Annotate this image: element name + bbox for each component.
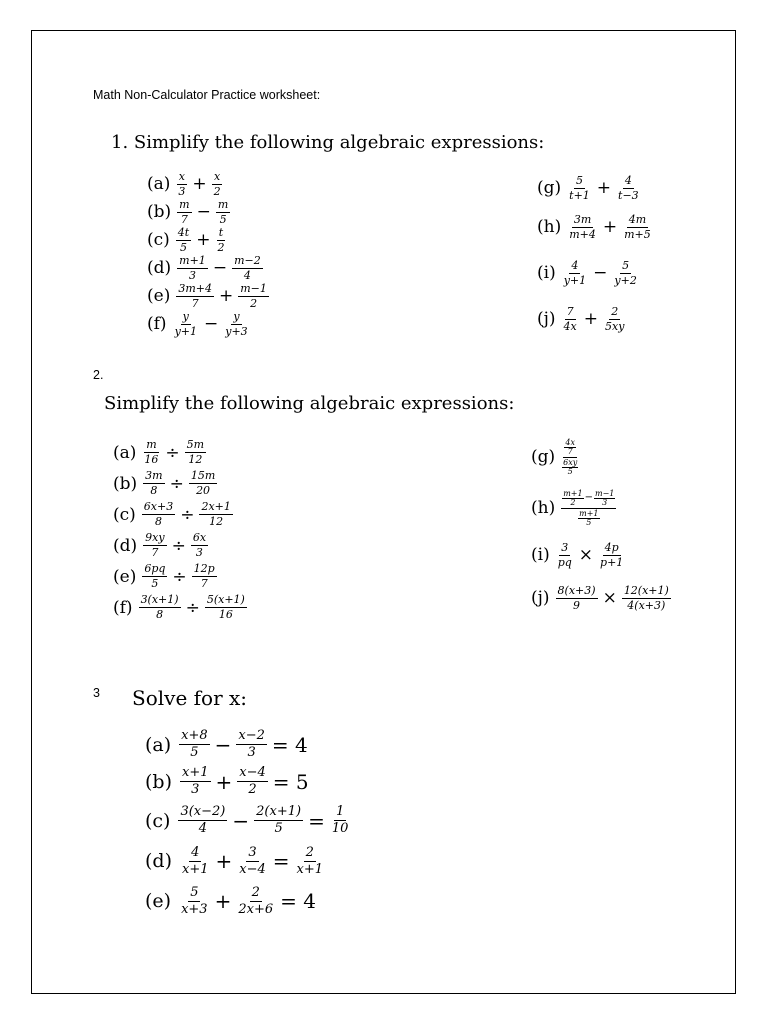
operator: − [204,314,219,334]
fraction: $\frac{1}{10}$ [331,804,349,836]
equation-rhs: = 4 [271,732,308,757]
q1-item-d [147,254,347,282]
q3-column [145,726,445,921]
fraction: $\frac{m-2}{4}$ [234,253,261,282]
fraction: $\frac{5}{t+1}$ [569,173,590,202]
item-label: (h) [531,498,556,518]
fraction: $\frac{7}{4x}$ [563,304,577,333]
worksheet-header: Math Non-Calculator Practice worksheet: [93,88,321,102]
item-label: (h) [537,217,562,237]
fraction: $\frac{m+1}{2}$ [563,488,583,507]
item-label: (a) [147,174,171,194]
fraction: $\frac{x}{3}$ [178,169,186,198]
fraction: $\frac{m}{7}$ [179,197,190,226]
operator: − [196,202,211,222]
item-label: (c) [147,230,170,250]
q1-item-e [147,282,347,310]
operator: − [212,258,228,278]
q1-item-g [537,172,717,204]
item-label: (c) [113,504,136,525]
operator: ÷ [180,504,195,525]
q1-right-column [537,172,717,342]
operator: × [602,588,617,608]
q2-number: 2. [93,368,104,382]
complex-fraction [561,490,616,527]
q2-left-column [113,437,343,623]
fraction: $\frac{3(x+1)}{8}$ [140,593,179,621]
fraction: $\frac{6x}{3}$ [192,531,207,559]
q2-item-i [531,534,731,576]
operator: ÷ [172,566,187,587]
item-label: (f) [147,314,167,334]
item-label: (i) [531,545,550,565]
fraction: $\frac{4m}{m+5}$ [624,212,651,241]
fraction: $\frac{x}{2}$ [213,169,221,198]
operator: − [214,732,232,757]
item-label: (j) [531,588,550,608]
complex-fraction [561,439,579,476]
fraction: $\frac{m+1}{5}$ [579,508,599,527]
q2-right-column [531,432,731,620]
fraction: $\frac{5m}{12}$ [186,438,205,466]
fraction: $\frac{3m}{m+4}$ [569,212,596,241]
fraction: $\frac{4p}{p+1}$ [600,540,624,569]
operator: × [578,545,594,565]
fraction: $\frac{6x+3}{8}$ [143,500,174,528]
fraction: $\frac{12(x+1)}{4(x+3)}$ [623,583,669,612]
q1-item-f [147,310,347,338]
operator: + [215,849,233,873]
q3-item-c [145,800,445,841]
fraction: $\frac{2}{x+1}$ [296,844,324,877]
operator: ÷ [185,597,200,618]
q3-item-d [145,841,445,881]
item-label: (j) [537,309,556,329]
fraction: $\frac{3}{x-4}$ [239,844,266,877]
item-label: (i) [537,263,556,283]
equation-rhs: = 4 [280,889,316,913]
item-label: (g) [537,178,562,198]
fraction: $\frac{m-1}{3}$ [595,488,615,507]
q3-item-e [145,881,445,921]
fraction: $\frac{t}{2}$ [217,225,225,254]
fraction: $\frac{m+1}{3}$ [179,253,206,282]
q3-item-a [145,726,445,763]
q1-left-column [147,170,347,338]
fraction: $\frac{4t}{5}$ [177,225,190,254]
fraction: $\frac{x-4}{2}$ [239,765,266,797]
q2-item-f [113,592,343,623]
q1-item-c [147,226,347,254]
fraction: $\frac{2}{2x+6}$ [238,884,274,917]
q2-item-g [531,432,731,482]
fraction: $\frac{15m}{20}$ [190,469,216,497]
item-label: (b) [145,770,172,793]
operator: − [593,263,608,283]
q1-item-h [537,204,717,250]
fraction: $\frac{m-1}{2}$ [240,281,267,310]
operator: + [215,769,233,794]
equation-rhs: = 5 [272,769,309,794]
fraction: $\frac{4}{t-3}$ [618,173,639,202]
equals-sign: = [308,808,325,833]
fraction: $\frac{y}{y+3}$ [225,309,248,338]
fraction: $\frac{6pq}{5}$ [144,562,166,590]
fraction: $\frac{4}{x+1}$ [182,844,209,877]
q3-item-b [145,763,445,800]
q2-item-c [113,499,343,530]
equals-sign: = [272,849,290,873]
item-label: (d) [147,258,172,278]
fraction: $\frac{4}{y+1}$ [563,258,587,287]
fraction: $\frac{2}{5xy}$ [605,304,625,333]
q2-item-d [113,530,343,561]
q2-item-b [113,468,343,499]
q1-title: 1. Simplify the following algebraic expressions: [111,132,545,153]
q1-item-b [147,198,347,226]
operator: + [192,174,207,194]
operator: − [584,492,593,503]
item-label: (b) [147,202,172,222]
fraction: $\frac{x+8}{5}$ [181,728,208,760]
fraction: $\frac{m}{16}$ [144,438,159,466]
q1-item-j [537,296,717,342]
operator: + [583,309,598,329]
fraction: $\frac{2x+1}{12}$ [201,500,231,528]
q3-title: Solve for x: [132,686,248,710]
operator: + [214,889,232,913]
fraction: $\frac{12p}{7}$ [193,562,215,590]
operator: + [196,230,211,250]
q2-title: Simplify the following algebraic expressions: [104,393,515,414]
fraction: $\frac{9xy}{7}$ [145,531,165,559]
fraction: $\frac{5}{x+3}$ [181,884,208,917]
operator: + [602,217,618,237]
item-label: (d) [145,850,172,872]
fraction: $\frac{6xy}{5}$ [563,457,578,476]
operator: + [218,286,234,306]
operator: − [232,808,250,833]
operator: + [596,178,612,198]
q1-item-i [537,250,717,296]
item-label: (e) [113,566,137,587]
operator: ÷ [165,442,180,463]
item-label: (e) [147,286,171,306]
fraction: $\frac{3m+4}{7}$ [178,281,212,310]
operator: ÷ [171,535,186,556]
fraction: $\frac{4x}{7}$ [565,437,576,456]
item-label: (g) [531,447,556,467]
q2-item-e [113,561,343,592]
item-label: (b) [113,473,138,494]
q2-item-h [531,482,731,534]
q2-item-a [113,437,343,468]
fraction: $\frac{3m}{8}$ [145,469,163,497]
item-label: (d) [113,535,138,556]
fraction: $\frac{x-2}{3}$ [238,728,265,760]
item-label: (a) [145,733,172,756]
operator: ÷ [169,473,184,494]
fraction: $\frac{5}{y+2}$ [614,258,637,287]
q2-item-j [531,576,731,620]
fraction: $\frac{2(x+1)}{5}$ [256,804,302,836]
q3-number: 3 [93,686,100,700]
fraction: $\frac{x+1}{3}$ [182,765,209,797]
fraction: $\frac{8(x+3)}{9}$ [557,583,596,612]
fraction: $\frac{5(x+1)}{16}$ [206,593,245,621]
fraction: $\frac{3}{pq}$ [557,540,572,569]
fraction: $\frac{3(x-2)}{4}$ [180,804,226,836]
item-label: (f) [113,597,133,618]
q1-item-a [147,170,347,198]
item-label: (e) [145,890,172,912]
item-label: (c) [145,809,171,832]
fraction: $\frac{y}{y+1}$ [174,309,197,338]
item-label: (a) [113,442,137,463]
fraction: $\frac{m}{5}$ [217,197,229,226]
